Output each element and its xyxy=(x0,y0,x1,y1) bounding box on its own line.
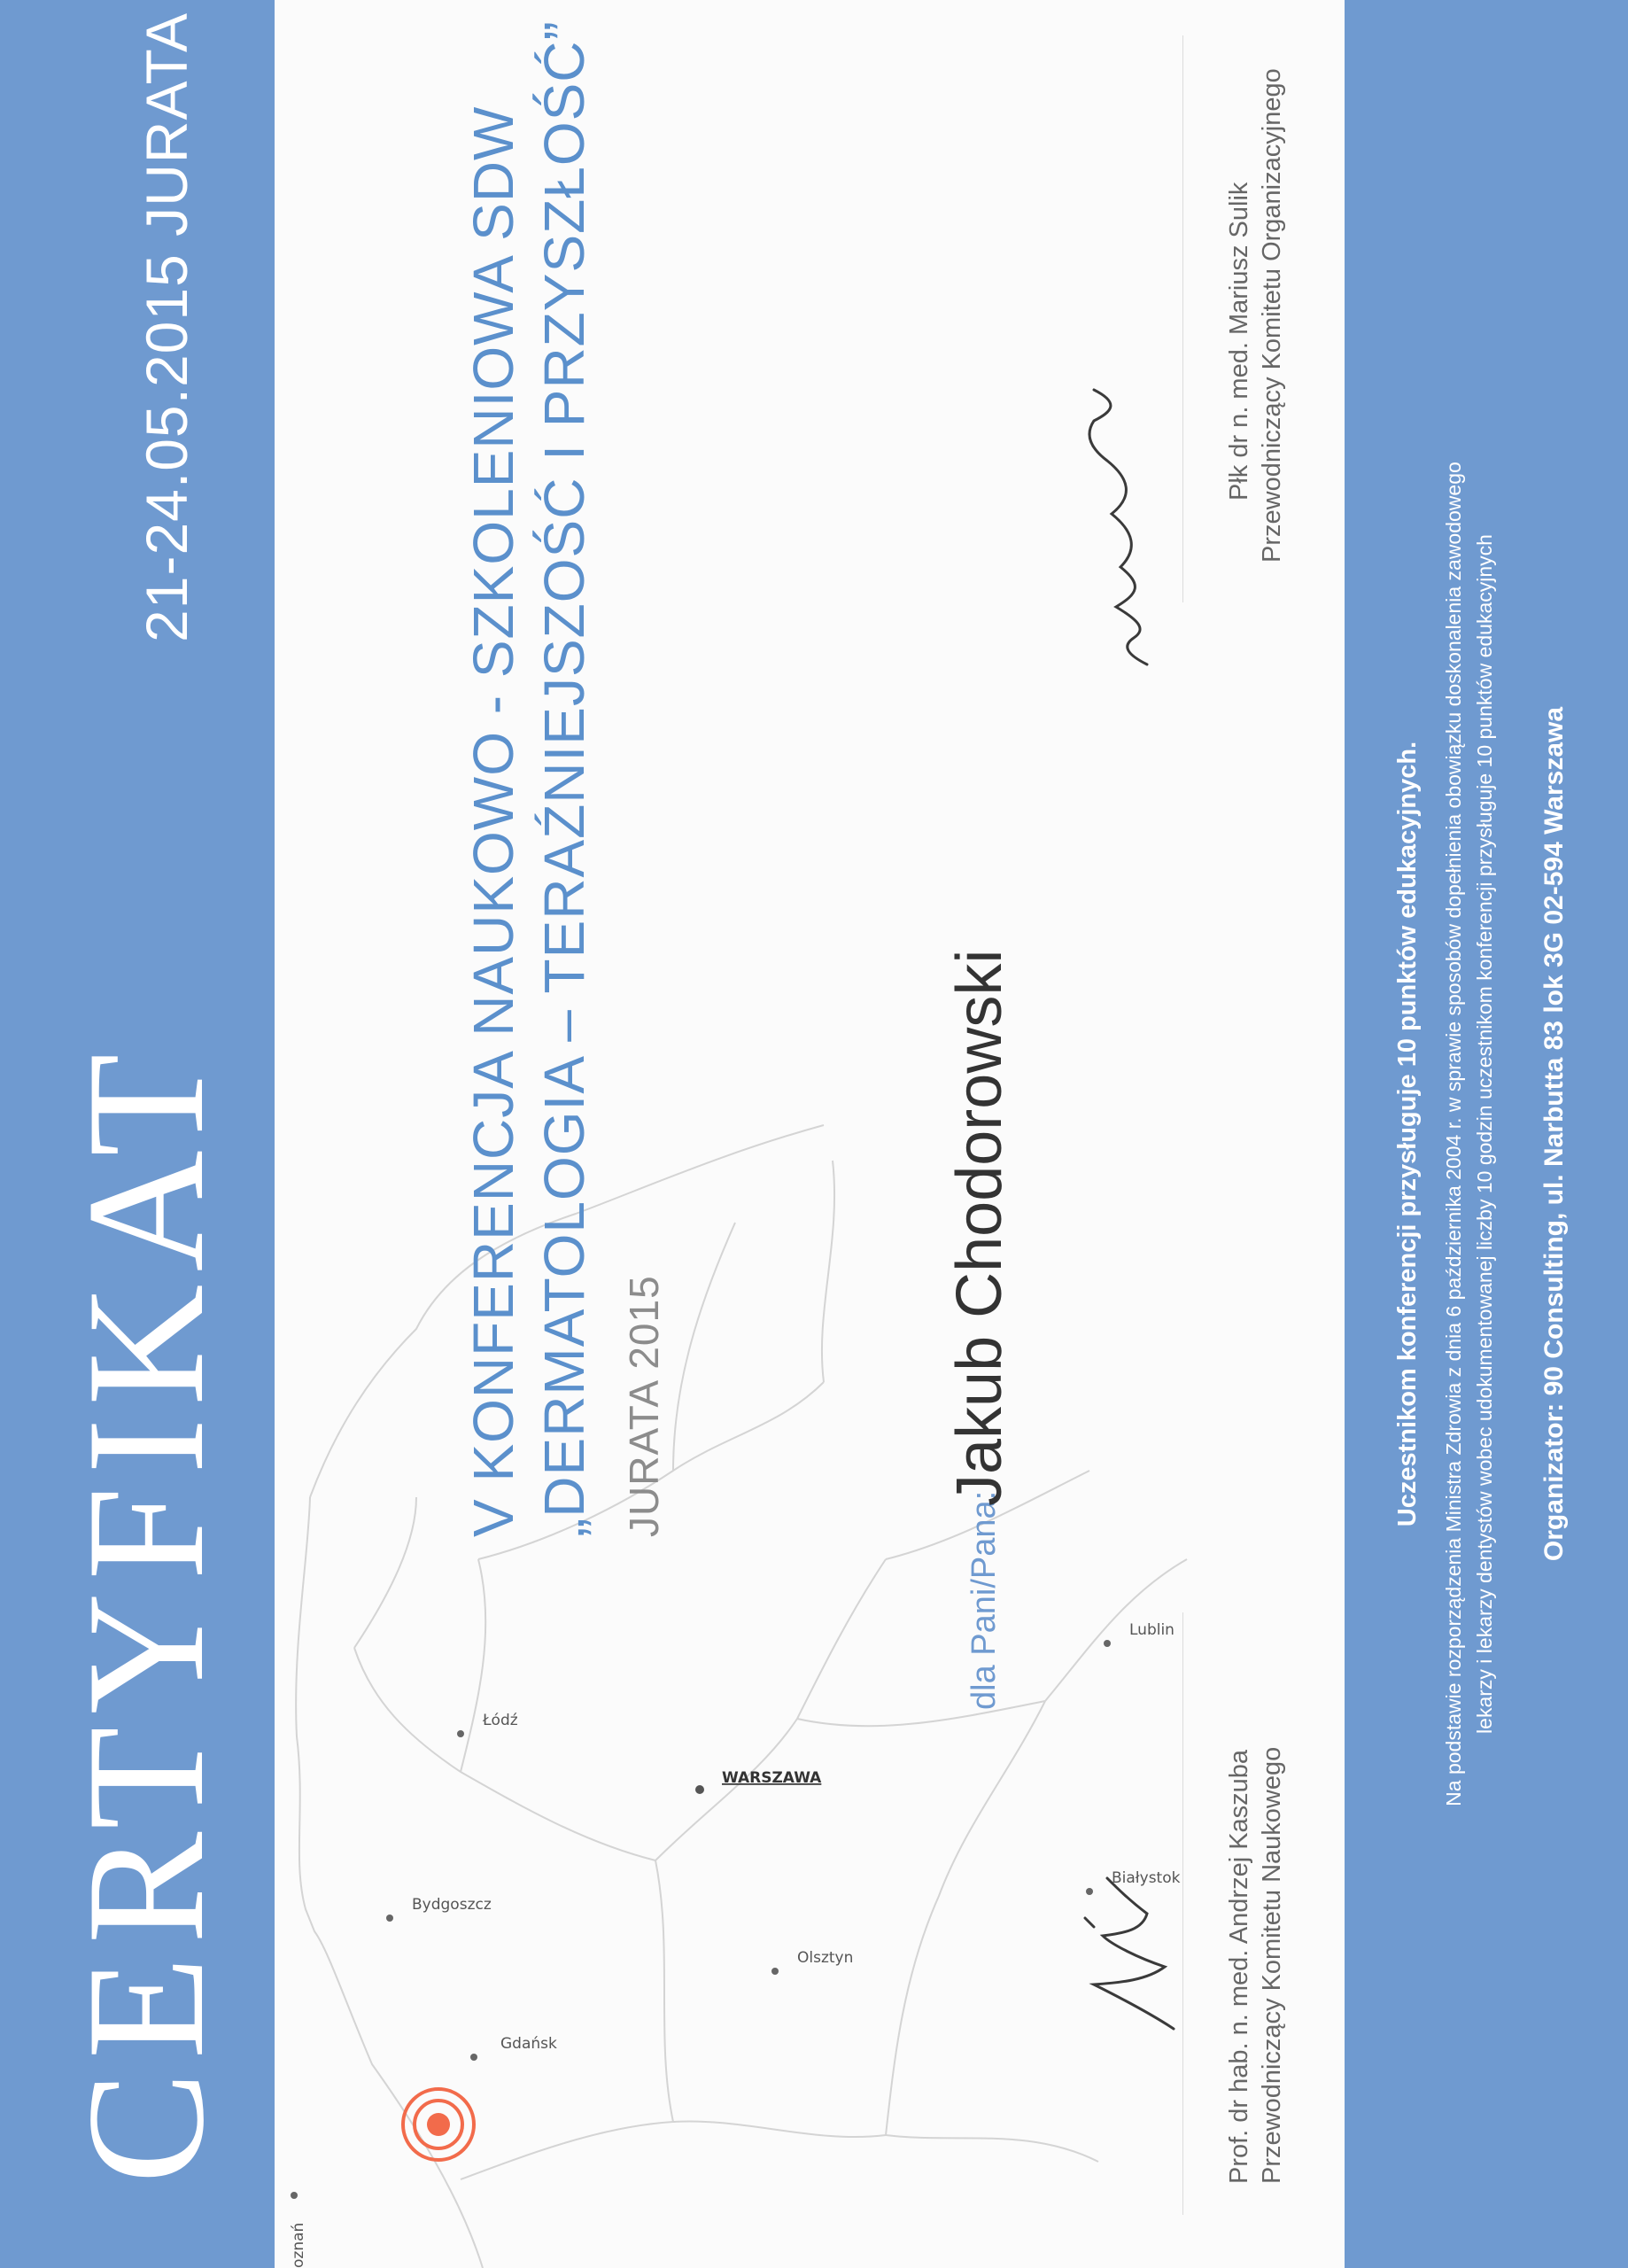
legal-basis-line-2: lekarzy i lekarzy dentystów wobec udokumentowanej liczby 10 godzin uczestnikom konferencji przysługuje 10 punktów edukacyjnych xyxy=(1473,534,1496,1734)
organizer-info: Organizator: 90 Consulting, ul. Narbutta 83 lok 3G 02-594 Warszawa xyxy=(1539,706,1569,1562)
conference-edition: JURATA 2015 xyxy=(621,1275,667,1537)
legal-basis-line-1: Na podstawie rozporządzenia Ministra Zdrowia z dnia 6 października 2004 r. w sprawie sposobów dopełnienia obowiązku doskonalenia zawodowego xyxy=(1442,462,1465,1806)
city-label-warszawa: WARSZAWA xyxy=(722,1769,822,1787)
conference-subtitle: „DERMATOLOGIA – TERAŹNIEJSZOŚĆ I PRZYSZŁOŚĆ” xyxy=(532,20,596,1537)
recipient-name: Jakub Chodorowski xyxy=(944,949,1015,1506)
recipient-label: dla Pani/Pana: xyxy=(965,1490,1003,1710)
city-label-olsztyn: Olsztyn xyxy=(797,1949,854,1967)
city-label-gdansk: Gdańsk xyxy=(500,2035,557,2053)
event-date-place: 21-24.05.2015 JURATA xyxy=(134,12,199,642)
organizing-chair-name: Płk dr n. med. Mariusz Sulik xyxy=(1225,182,1253,501)
conference-name: V KONFERENCJA NAUKOWO - SZKOLENIOWA SDW xyxy=(461,105,525,1537)
city-label-bialystok: Białystok xyxy=(1112,1869,1181,1887)
bottom-band xyxy=(1345,0,1628,2268)
city-label-lodz: Łódź xyxy=(483,1712,518,1729)
signature-line-left xyxy=(1182,1612,1183,2215)
city-label-lublin: Lublin xyxy=(1129,1621,1174,1639)
scientific-chair-role: Przewodniczący Komitetu Naukowego xyxy=(1258,1746,1286,2184)
organizing-chair-role: Przewodniczący Komitetu Organizacyjnego xyxy=(1258,68,1286,563)
certificate-title: CERTYFIKAT xyxy=(53,1041,239,2184)
poland-map xyxy=(275,815,1346,2268)
signature-right-image xyxy=(1067,372,1174,673)
city-label-poznan: oznań xyxy=(290,2222,307,2268)
target-marker-icon xyxy=(403,2089,474,2160)
signature-line-right xyxy=(1182,35,1183,602)
education-points-note: Uczestnikom konferencji przysługuje 10 punktów edukacyjnych. xyxy=(1393,741,1422,1527)
top-band xyxy=(0,0,275,2268)
scientific-chair-name: Prof. dr hab. n. med. Andrzej Kaszuba xyxy=(1225,1749,1253,2184)
city-label-bydgoszcz: Bydgoszcz xyxy=(412,1896,492,1914)
signature-left-image xyxy=(1076,1860,1187,2047)
